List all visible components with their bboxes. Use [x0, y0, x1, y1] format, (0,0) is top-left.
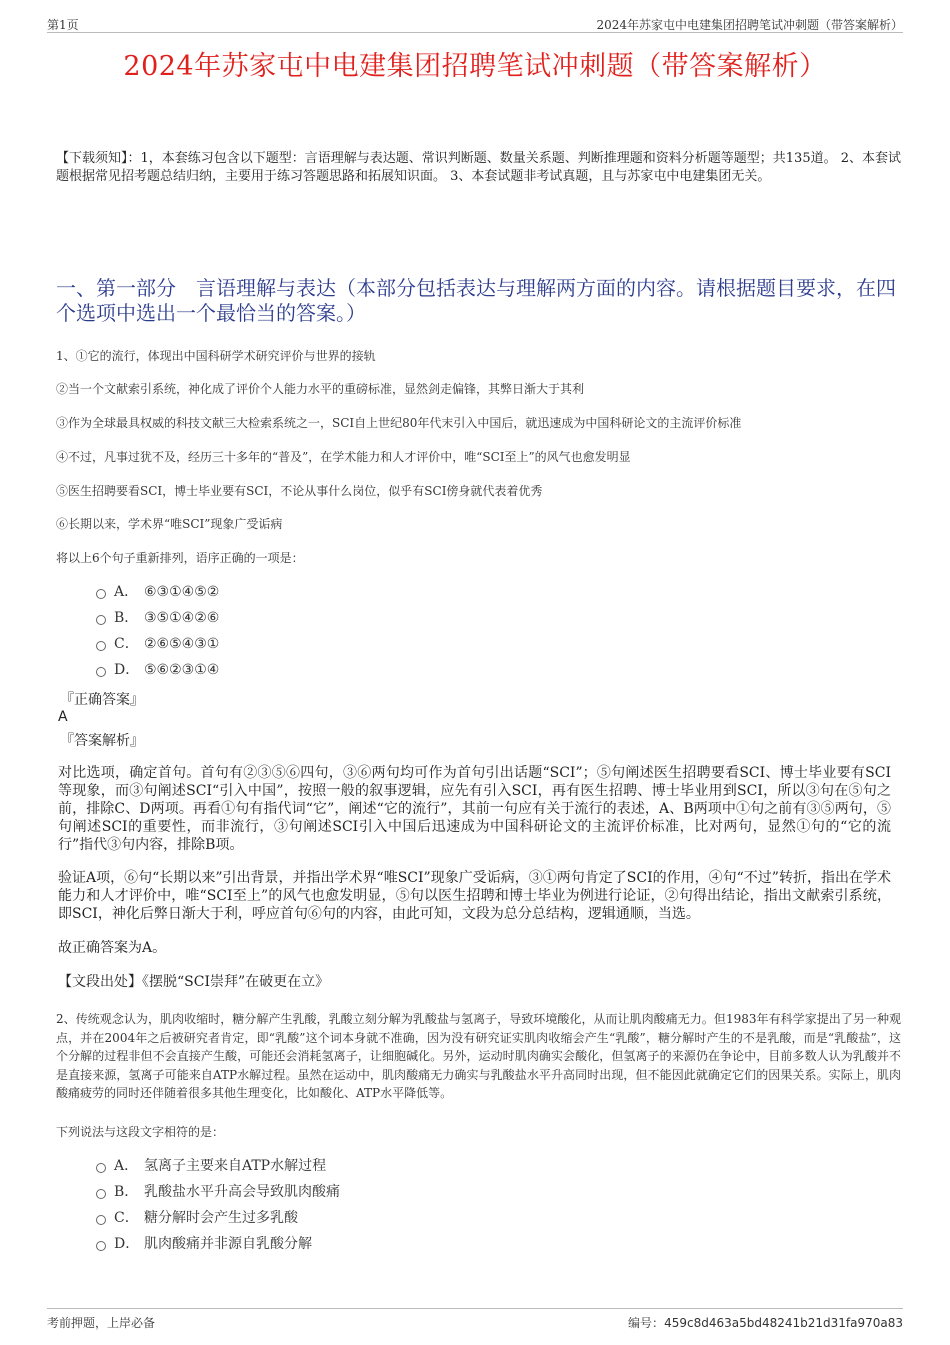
- radio-icon[interactable]: [96, 1163, 106, 1173]
- footer-slogan: 考前押题，上岸必备: [47, 1316, 156, 1330]
- radio-icon[interactable]: [96, 1215, 106, 1225]
- option-key: D．: [114, 1236, 140, 1252]
- q2-option-d[interactable]: [96, 1234, 312, 1254]
- q1-sentence: ②当一个文献索引系统，神化成了评价个人能力水平的重磅标准，显然剑走偏锋，其弊日渐大于其利: [56, 382, 585, 396]
- option-key: A．: [114, 584, 139, 600]
- document-code: [628, 1314, 903, 1331]
- q1-sentence: ⑤医生招聘要看SCI，博士毕业要有SCI，不论从事什么岗位，似乎有SCI傍身就代表着优秀: [56, 484, 543, 498]
- q1-option-b[interactable]: [96, 608, 219, 628]
- option-key: B．: [114, 1184, 139, 1200]
- option-text: 糖分解时会产生过多乳酸: [144, 1210, 298, 1226]
- option-text: ⑤⑥②③①④: [144, 662, 220, 678]
- q1-sentence: ③作为全球最具权威的科技文献三大检索系统之一，SCI自上世纪80年代末引入中国后，就迅速成为中国科研论文的主流评价标准: [56, 416, 742, 430]
- section-heading: 一、第一部分 言语理解与表达（本部分包括表达与理解两方面的内容。请根据题目要求，在四个选项中选出一个最恰当的答案。）: [56, 276, 896, 325]
- q1-option-d[interactable]: [96, 660, 219, 680]
- code-label: 编号：: [628, 1316, 665, 1330]
- option-key: C．: [114, 636, 139, 652]
- option-key: D．: [114, 662, 140, 678]
- q2-option-b[interactable]: [96, 1182, 340, 1202]
- option-key: C．: [114, 1210, 139, 1226]
- option-key: B．: [114, 610, 139, 626]
- q1-sentence: ④不过，凡事过犹不及，经历三十多年的“普及”，在学术能力和人才评价中，唯“SCI至上”的风气也愈发明显: [56, 450, 631, 464]
- radio-icon[interactable]: [96, 1189, 106, 1199]
- q1-option-a[interactable]: [96, 582, 219, 602]
- q1-prompt: 将以上6个句子重新排列，语序正确的一项是：: [56, 551, 304, 565]
- q1-sentence: 1、①它的流行，体现出中国科研学术研究评价与世界的接轨: [56, 349, 376, 363]
- q2-option-a[interactable]: [96, 1156, 326, 1176]
- option-key: A．: [114, 1158, 139, 1174]
- analysis-label: 『答案解析』: [60, 733, 144, 749]
- option-text: 肌肉酸痛并非源自乳酸分解: [144, 1236, 312, 1252]
- analysis-conclusion: 故正确答案为A。: [58, 940, 167, 956]
- document-title: 2024年苏家屯中电建集团招聘笔试冲刺题（带答案解析）: [123, 51, 827, 82]
- radio-icon[interactable]: [96, 589, 106, 599]
- option-text: ⑥③①④⑤②: [144, 584, 220, 600]
- radio-icon[interactable]: [96, 1241, 106, 1251]
- header-doc-title: 2024年苏家屯中电建集团招聘笔试冲刺题（带答案解析）: [596, 18, 903, 32]
- q1-sentence: ⑥长期以来，学术界“唯SCI”现象广受诟病: [56, 517, 283, 531]
- page-footer: [47, 1308, 903, 1333]
- page-number: 第1页: [47, 18, 79, 32]
- q2-prompt: 下列说法与这段文字相符的是：: [56, 1125, 225, 1139]
- analysis-paragraph: 对比选项，确定首句。首句有②③⑤⑥四句，③⑥两句均可作为首句引出话题“SCI”；⑤句阐述医生招聘要看SCI、博士毕业要有SCI等现象，而③句阐述SCI“引入中国”，按照一般的叙事逻辑，应先有引入SCI，再有医生招聘、博士毕业用到SCI，所以③句在⑤句之前，排除C、D两项。再看①句有指代词“它”，阐述“它的流行”，其前一句应有关于流行的表述，A、B两项中①句之前有③⑤两句，⑤句阐述SCI的重要性，而非流行，③句阐述SCI引入中国后迅速成为中国科研论文的主流评价标准，比对两句，显然①句的“它的流行”指代③句内容，排除B项。: [58, 765, 891, 853]
- radio-icon[interactable]: [96, 641, 106, 651]
- page-header: [47, 14, 903, 33]
- option-text: ③⑤①④②⑥: [144, 610, 220, 626]
- code-value: 459c8d463a5bd48241b21d31fa970a83: [664, 1316, 903, 1330]
- option-text: 氢离子主要来自ATP水解过程: [144, 1158, 327, 1174]
- analysis-paragraph: 验证A项，⑥句“长期以来”引出背景，并指出学术界“唯SCI”现象广受诟病，③①两句肯定了SCI的作用，④句“不过”转折，指出在学术能力和人才评价中，唯“SCI至上”的风气也愈发明显，⑤句以医生招聘和博士毕业为例进行论证，②句得出结论，指出文献索引系统，即SCI，神化后弊日渐大于利，呼应首句⑥句的内容，由此可知，文段为总分总结构，逻辑通顺，当选。: [58, 870, 891, 922]
- radio-icon[interactable]: [96, 615, 106, 625]
- answer-label: 『正确答案』: [60, 692, 144, 708]
- q2-option-c[interactable]: [96, 1208, 298, 1228]
- text-source: 【文段出处】《摆脱“SCI崇拜”在破更在立》: [58, 974, 330, 990]
- radio-icon[interactable]: [96, 667, 106, 677]
- answer-value: A: [58, 709, 68, 725]
- download-notice: 【下载须知】：1，本套练习包含以下题型：言语理解与表达题、常识判断题、数量关系题、判断推理题和资料分析题等题型；共135道。 2、本套试题根据常见招考题总结归纳，主要用于练习答题思路和拓展知识面。 3、本套试题非考试真题，且与苏家屯中电建集团无关。: [56, 151, 901, 184]
- q2-stem: 2、传统观念认为，肌肉收缩时，糖分解产生乳酸，乳酸立刻分解为乳酸盐与氢离子，导致环境酸化，从而让肌肉酸痛无力。但1983年有科学家提出了另一种观点，并在2004年之后被研究者肯定，即“乳酸”这个词本身就不准确，因为没有研究证实肌肉收缩会产生“乳酸”，糖分解时产生的不是乳酸，而是“乳酸盐”，这个分解的过程非但不会直接产生酸，可能还会消耗氢离子，让细胞碱化。另外，运动时肌肉确实会酸化，但氢离子的来源仍在争论中，目前多数人认为乳酸并不是直接来源，氢离子可能来自ATP水解过程。虽然在运动中，肌肉酸痛无力确实与乳酸盐水平升高同时出现，但不能因此就确定它们的因果关系。实际上，肌肉酸痛疲劳的同时还伴随着很多其他生理变化，比如酸化、ATP水平降低等。: [56, 1012, 901, 1100]
- option-text: ②⑥⑤④③①: [144, 636, 220, 652]
- q1-option-c[interactable]: [96, 634, 219, 654]
- option-text: 乳酸盐水平升高会导致肌肉酸痛: [144, 1184, 340, 1200]
